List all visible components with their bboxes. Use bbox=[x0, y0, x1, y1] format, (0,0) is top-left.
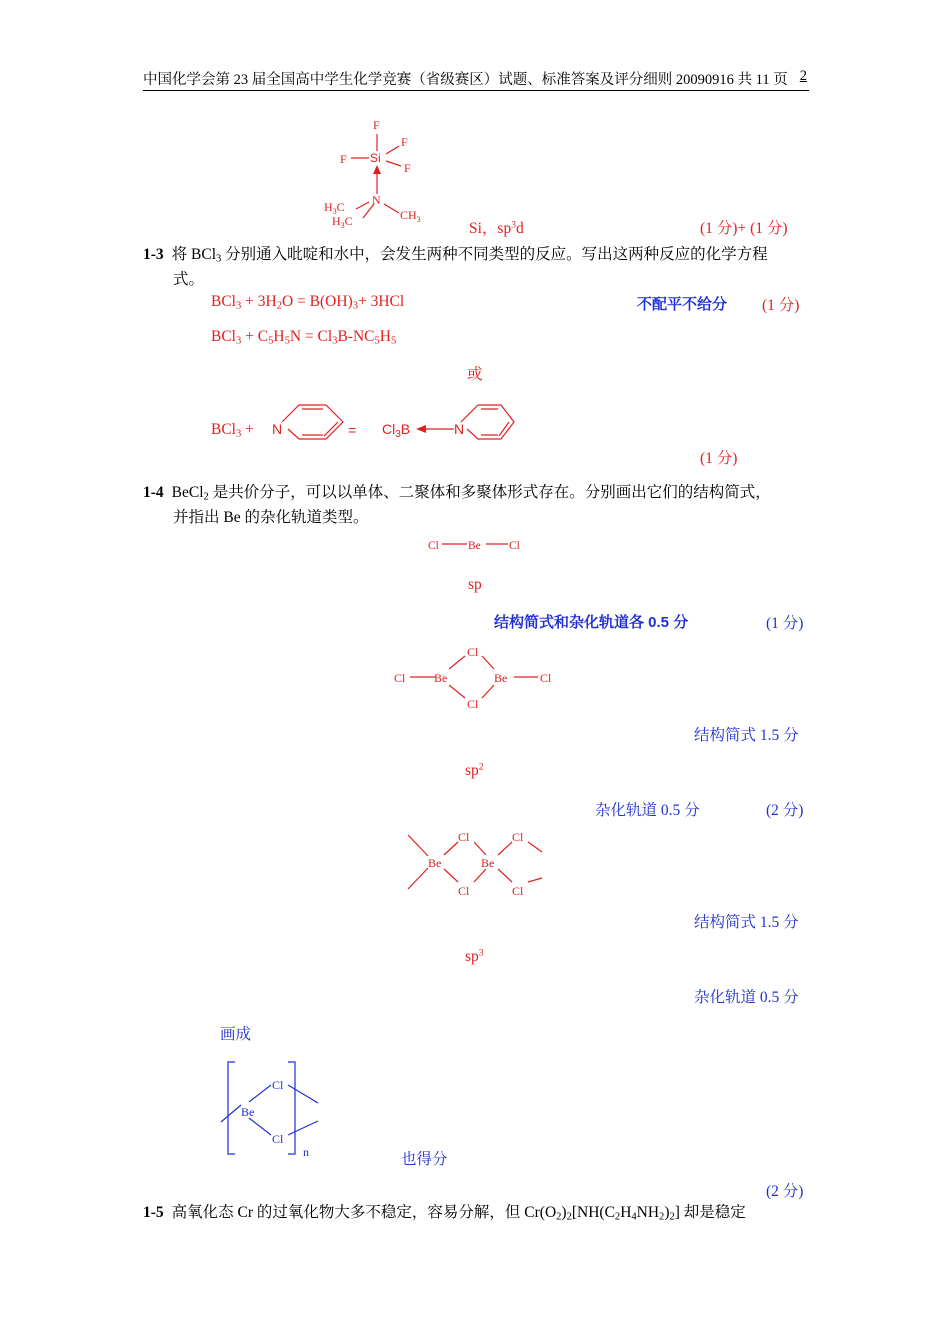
fluorine-left: F bbox=[340, 152, 347, 166]
cl-atom-bottom: Cl bbox=[272, 1132, 284, 1146]
becl2-monomer-structure bbox=[420, 533, 530, 555]
be-right: Be bbox=[494, 671, 508, 685]
dimer-structure-note: 结构简式 1.5 分 bbox=[694, 727, 799, 744]
question-1-3: 1-3 将 BCl$_3$ 分别通入吡啶和水中，会发生两种不同类型的反应。写出这两种反应的化学方程 式。 bbox=[143, 246, 768, 288]
q14-final-score: (2 分) bbox=[766, 1183, 804, 1200]
methyl-group-2: $H_3C$ bbox=[332, 214, 353, 230]
or-label: 或 bbox=[467, 366, 483, 383]
also-score-note: 也得分 bbox=[401, 1151, 448, 1168]
becl2-polymer-bracket-structure bbox=[215, 1058, 325, 1163]
cl-atom-top: Cl bbox=[272, 1078, 284, 1092]
dimer-hybrid: $sp^2$ bbox=[465, 761, 484, 779]
header-title: 中国化学会第 23 届全国高中学生化学竞赛（省级赛区）试题、标准答案及评分细则 20090916 共 11 页 bbox=[143, 72, 788, 88]
cl-terminal-left: Cl bbox=[394, 671, 406, 685]
fluorine-lower-right: F bbox=[404, 161, 411, 175]
polymer-structure-note: 结构简式 1.5 分 bbox=[694, 914, 799, 931]
repeat-n: n bbox=[303, 1145, 309, 1159]
pyridine-adduct-equation bbox=[268, 398, 523, 460]
polymer-hybrid: $sp^3$ bbox=[465, 947, 484, 965]
be-atom-1: Be bbox=[428, 856, 442, 870]
question-1-4: 1-4 BeCl$_2$ 是共价分子，可以以单体、二聚体和多聚体形式存在。分别画出它们的结构简式， 并指出 Be 的杂化轨道类型。 bbox=[143, 484, 771, 526]
be-atom-2: Be bbox=[481, 856, 495, 870]
pyridine-nitrogen-2: N bbox=[454, 421, 465, 437]
monomer-hybrid: sp bbox=[468, 576, 482, 593]
cl-terminal-right: Cl bbox=[540, 671, 552, 685]
nitrogen-atom: N bbox=[372, 193, 381, 207]
cl-bridge-bottom: Cl bbox=[467, 697, 479, 711]
page-number: 2 bbox=[799, 68, 807, 84]
cl-atom-4: Cl bbox=[512, 884, 524, 898]
cl3b-group: $Cl_3B$ bbox=[382, 421, 411, 440]
chlorine-left: Cl bbox=[428, 540, 439, 552]
equals-sign: = bbox=[348, 422, 357, 438]
silicon-atom: Si bbox=[370, 151, 381, 165]
pyridine-nitrogen-1: N bbox=[272, 421, 283, 437]
question-number: 1-3 bbox=[143, 246, 164, 263]
methyl-group-3: $CH_3$ bbox=[400, 208, 421, 224]
cl-atom-2: Cl bbox=[458, 884, 470, 898]
equation-hydrolysis: $BCl_3 + 3H_2O = B(OH)_3+ 3HCl$ bbox=[211, 293, 405, 312]
alt-drawing-label: 画成 bbox=[220, 1026, 252, 1043]
question-number: 1-4 bbox=[143, 484, 164, 501]
dimer-score: (2 分) bbox=[766, 802, 804, 819]
becl2-dimer-structure bbox=[390, 640, 565, 715]
cl-atom-3: Cl bbox=[512, 830, 524, 844]
be-left: Be bbox=[434, 671, 448, 685]
sif4-score: (1 分)+ (1 分) bbox=[700, 220, 788, 237]
fluorine-top: F bbox=[373, 118, 380, 132]
equation-adduct-left: BCl$_3$ + bbox=[211, 421, 254, 440]
page-header bbox=[143, 64, 809, 91]
methyl-group-1: $H_3C$ bbox=[324, 200, 345, 216]
hydrolysis-score: (1 分) bbox=[762, 297, 800, 314]
sif4-answer: Si，$sp^3d$ bbox=[469, 219, 524, 237]
sif4-trimethylamine-structure bbox=[300, 112, 460, 237]
monomer-note: 结构简式和杂化轨道各 0.5 分 bbox=[494, 614, 689, 631]
cl-atom-1: Cl bbox=[458, 830, 470, 844]
no-balance-note: 不配平不给分 bbox=[637, 296, 728, 313]
be-atom: Be bbox=[241, 1105, 255, 1119]
becl2-polymer-structure bbox=[400, 825, 560, 900]
cl-bridge-top: Cl bbox=[467, 645, 479, 659]
equation-pyridine: $BCl_3 + C_5H_5N = Cl_3B-NC_5H_5$ bbox=[211, 328, 397, 347]
beryllium-atom: Be bbox=[468, 540, 481, 552]
polymer-orbital-note: 杂化轨道 0.5 分 bbox=[694, 989, 799, 1006]
question-1-5: 1-5 高氧化态 Cr 的过氧化物大多不稳定，容易分解，但 $Cr(O_2)_2[NH(C_2H_4NH_2)_2]$ 却是稳定 bbox=[143, 1204, 746, 1223]
question-number: 1-5 bbox=[143, 1204, 164, 1221]
dimer-orbital-note: 杂化轨道 0.5 分 bbox=[595, 802, 700, 819]
monomer-score: (1 分) bbox=[766, 615, 804, 632]
adduct-score: (1 分) bbox=[700, 450, 738, 467]
fluorine-upper-right: F bbox=[401, 135, 408, 149]
chlorine-right: Cl bbox=[509, 540, 520, 552]
